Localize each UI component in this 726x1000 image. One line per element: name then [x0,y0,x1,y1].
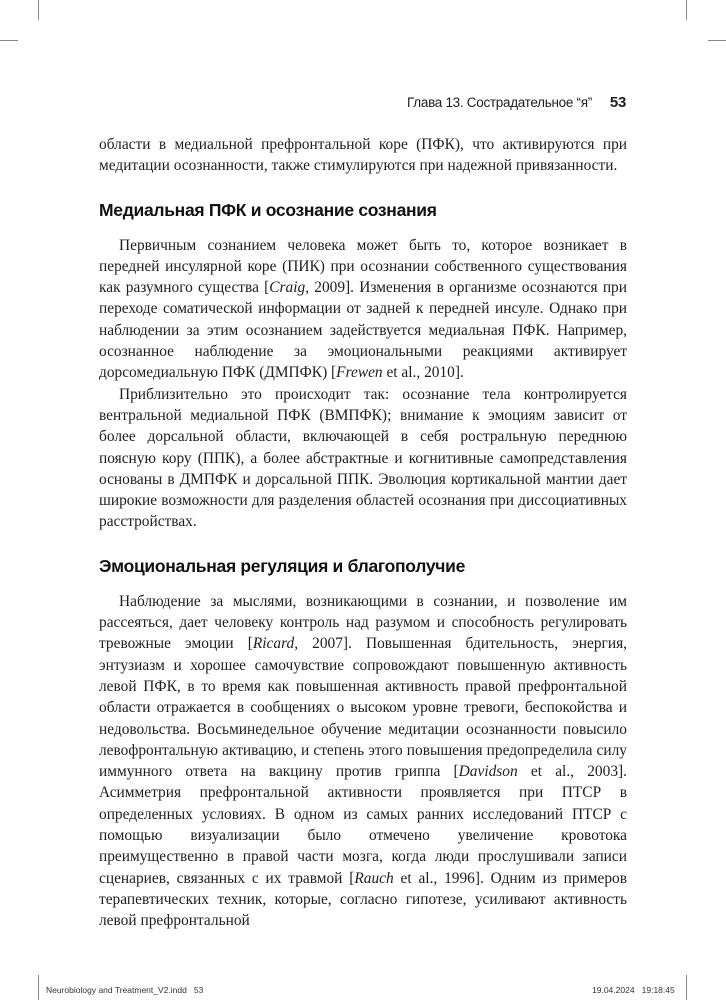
crop-mark-bottom-right [686,975,687,1000]
slug-date-value: 19.04.2024 [592,985,635,995]
slug-date [592,985,675,999]
citation-author: Frewen [336,364,383,382]
slug-filename: Neurobiology and Treatment_V2.indd [46,985,187,995]
crop-mark-bottom-left [38,975,39,1000]
crop-mark-top-right [686,0,687,20]
page-number: 53 [609,94,626,111]
slug-time-value: 19:18:45 [641,985,675,995]
section-heading-medial-pfc: Медиальная ПФК и осознание сознания [99,199,437,220]
slug-page: 53 [193,985,204,995]
section-heading-emotional-regulation: Эмоциональная регуляция и благополучие [99,555,466,576]
citation-author: Craig, [269,279,310,297]
paragraph-continued: области в медиальной префронтальной коре (ПФК), что активируются при медитации осознанности, также стимулируются при надежной привязанности. [99,136,627,175]
paragraph: Первичным сознанием человека может быть то, которое возникает в передней инсулярной коре (ПИК) при осознании собственного существования как разумного существа [Craig, 2009]. Изменения в организме осознаются при переходе соматической информации от задней к передней инсуле. Однако при наблюдении за этим осознанием задействуется медиальная ПФК. Например, осознанное наблюдение за эмоциональными реакциями активирует дорсомедиальную ПФК (ДМПФК) [Frewen et al., 2010]. [99,236,627,382]
running-head [407,94,626,111]
page-body [99,134,627,932]
crop-mark-left-top [0,40,18,41]
slug-file [46,985,203,999]
chapter-title: Глава 13. Сострадательное “я” [407,95,592,110]
citation-author: Rauch [354,869,394,887]
crop-mark-right-top [708,40,726,41]
paragraph: Наблюдение за мыслями, возникающими в сознании, и позволение им рассеяться, дает человеку контроль над разумом и способность регулировать тревожные эмоции [Ricard, 2007]. Повышенная бдительность, энергия, энтузиазм и хорошее самочувствие сопровождают повышенную активность левой ПФК, в то время как повышенная активность правой префронтальной области отражается в сообщениях о высоком уровне тревоги, беспокойства и недовольства. Восьминедельное обучение медитации осознанности повысило левофронтальную активацию, и степень этого повышения предопределила силу иммунного ответа на вакцину против гриппа [Davidson et al., 2003]. Асимметрия префронтальной активности проявляется при ПТСР в определенных условиях. В одном из самых ранних исследований ПТСР с помощью визуализации было отмечено увеличение кровотока преимущественно в правой части мозга, когда люди прослушивали записи сценариев, связанных с их травмой [Rauch et al., 1996]. Одним из примеров терапевтических техник, которые, согласно гипотезе, усиливают активность левой префронтальной [99,592,627,930]
crop-mark-top-left [38,0,39,20]
paragraph: Приблизительно это происходит так: осознание тела контролируется вентральной медиальной ПФК (ВМПФК); внимание к эмоциям зависит от более дорсальной области, включающей в себя ростральную переднюю поясную кору (ППК), а более абстрактные и когнитивные самопредставления основаны в ДМПФК и дорсальной ППК. Эволюция кортикальной мантии дает широкие возможности для разделения областей осознания при диссоциативных расстройствах. [99,385,627,531]
citation-author: Davidson [458,763,518,781]
citation-author: Ricard, [252,635,299,653]
